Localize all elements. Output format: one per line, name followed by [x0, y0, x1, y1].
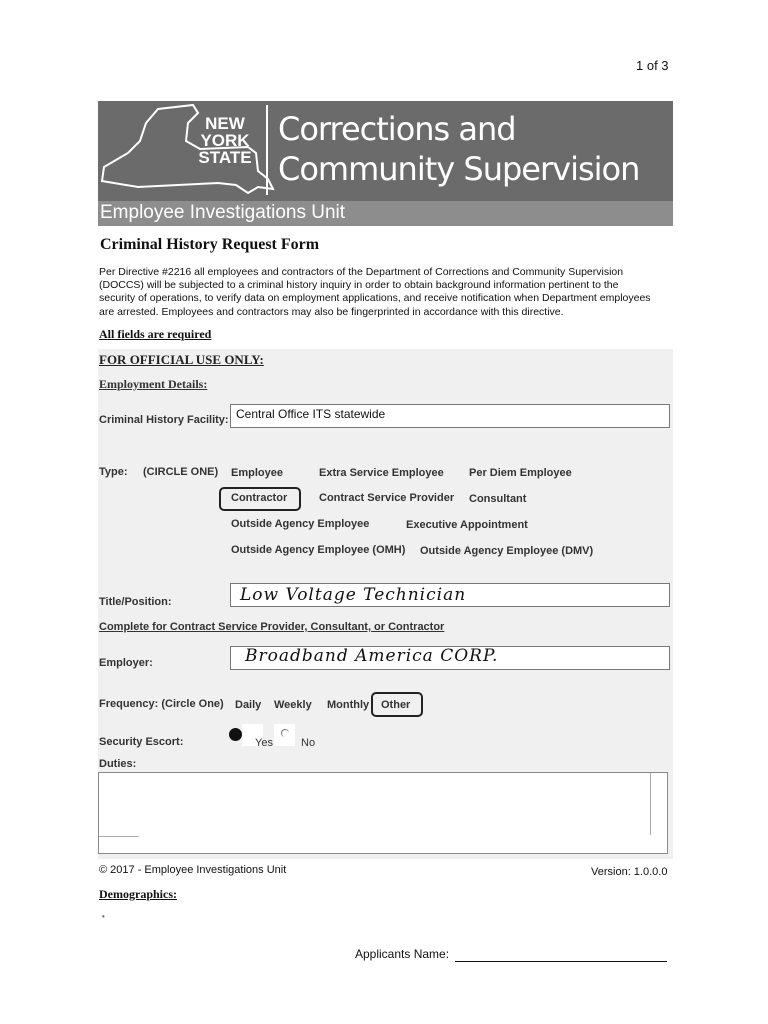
contract-section-heading: Complete for Contract Service Provider, Consultant, or Contractor — [99, 621, 445, 633]
frequency-option-monthly[interactable]: Monthly — [327, 699, 370, 711]
intro-paragraph: Per Directive #2216 all employees and contractors of the Department of Corrections and Community Supervision (DOCCS) will be subjected to a criminal history inquiry in order to obtain background information pertinent to the security of operations, to verify data on employment applications, and receive notification when Department employees are arrested. Employees and contractors may also be fingerprinted in accordance with this directive. — [99, 266, 651, 318]
frequency-label: Frequency: (Circle One) — [99, 698, 224, 710]
type-option-executive[interactable]: Executive Appointment — [406, 519, 528, 531]
escort-no-radio-ring — [281, 729, 289, 737]
type-option-outside-agency[interactable]: Outside Agency Employee — [231, 518, 370, 530]
escort-yes-radio[interactable] — [229, 728, 242, 741]
type-instruction: (CIRCLE ONE) — [143, 466, 219, 478]
escort-no-label: No — [301, 737, 316, 749]
title-position-label: Title/Position: — [99, 596, 172, 608]
type-label: Type: — [99, 466, 128, 478]
stray-mark: • — [102, 912, 105, 921]
duties-textarea[interactable] — [98, 772, 668, 854]
agency-banner — [98, 101, 673, 226]
facility-label: Criminal History Facility: — [99, 414, 229, 426]
facility-value: Central Office ITS statewide — [236, 407, 386, 421]
copyright-text: © 2017 - Employee Investigations Unit — [99, 864, 287, 876]
official-use-heading: FOR OFFICIAL USE ONLY: — [99, 352, 264, 367]
unit-strip — [98, 201, 673, 226]
logo-divider — [266, 105, 268, 195]
unit-name: Employee Investigations Unit — [100, 202, 346, 223]
form-title: Criminal History Request Form — [100, 236, 320, 253]
duties-horizontal-scrollbar[interactable] — [99, 836, 139, 853]
type-option-extra-service[interactable]: Extra Service Employee — [319, 467, 444, 479]
duties-label: Duties: — [99, 758, 137, 770]
type-option-per-diem[interactable]: Per Diem Employee — [469, 467, 572, 479]
frequency-option-weekly[interactable]: Weekly — [274, 699, 312, 711]
nys-logo-text: NEW YORK STATE — [198, 114, 252, 167]
type-option-consultant[interactable]: Consultant — [469, 493, 527, 505]
security-escort-label: Security Escort: — [99, 736, 184, 748]
type-option-employee[interactable]: Employee — [231, 467, 283, 479]
employer-label: Employer: — [99, 657, 153, 669]
frequency-option-daily[interactable]: Daily — [235, 699, 262, 711]
page-number: 1 of 3 — [636, 58, 669, 73]
type-option-contract-service[interactable]: Contract Service Provider — [319, 492, 455, 504]
applicant-name-label: Applicants Name: — [355, 947, 450, 961]
type-option-outside-dmv[interactable]: Outside Agency Employee (DMV) — [420, 545, 594, 557]
type-option-contractor[interactable]: Contractor — [231, 492, 288, 504]
frequency-option-other[interactable]: Other — [381, 699, 411, 711]
employment-details-heading: Employment Details: — [99, 377, 208, 391]
escort-yes-label: Yes — [255, 737, 273, 749]
type-option-outside-omh[interactable]: Outside Agency Employee (OMH) — [231, 544, 406, 556]
applicant-name-line[interactable] — [455, 961, 667, 962]
duties-vertical-scrollbar[interactable] — [650, 773, 667, 835]
demographics-heading: Demographics: — [99, 887, 177, 901]
employer-value: Broadband America CORP. — [245, 646, 499, 666]
required-note: All fields are required — [99, 327, 212, 341]
version-text: Version: 1.0.0.0 — [591, 866, 668, 878]
agency-name: Corrections and Community Supervision — [278, 110, 640, 188]
title-position-value: Low Voltage Technician — [240, 585, 467, 605]
